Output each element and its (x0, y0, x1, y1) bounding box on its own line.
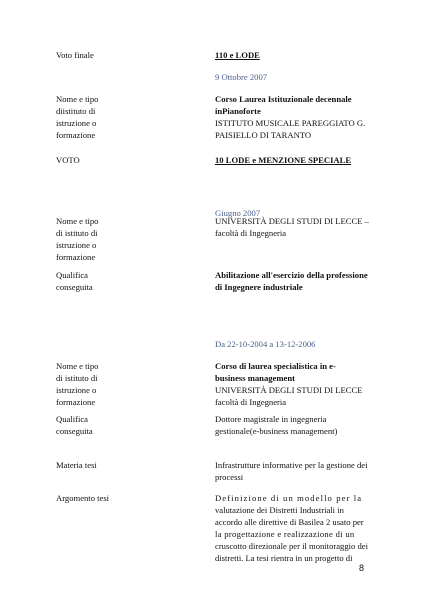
materia-tesi-label: Materia tesi (56, 460, 97, 470)
qualifica-line: di Ingegnere industriale (215, 282, 303, 292)
institution-value-1 (215, 93, 371, 141)
institution-label-2 (56, 215, 176, 263)
course-line: Corso Laurea Istituzionale decennale (215, 94, 352, 104)
label-line: istruzione o (56, 385, 97, 395)
argomento-line: valutazione dei Distretti Industriali in (215, 505, 344, 515)
course-line: business management (215, 373, 295, 383)
label-line: istruzione o (56, 118, 97, 128)
label-line: conseguita (56, 426, 93, 436)
page-number: 8 (359, 563, 365, 573)
institution-label-1 (56, 93, 176, 141)
tesi-line: Infrastrutture informative per la gestione dei (215, 460, 368, 470)
qualifica-line: Dottore magistrale in ingegneria (215, 414, 327, 424)
label-line: Nome e tipo (56, 94, 99, 104)
voto-finale-label: Voto finale (56, 50, 94, 60)
date-entry-2: Giugno 2007 (215, 208, 261, 218)
date-entry-3: Da 22-10-2004 a 13-12-2006 (215, 339, 316, 349)
argomento-line: Definizione di un modello per la (215, 493, 363, 503)
argomento-line: distretti. La tesi rientra in un progetto di (215, 553, 353, 563)
label-line: Nome e tipo (56, 216, 99, 226)
label-line: conseguita (56, 282, 93, 292)
institution-line: facoltà di Ingegneria (215, 228, 287, 238)
qualifica-value-2 (215, 413, 371, 437)
institution-line: ISTITUTO MUSICALE PAREGGIATO G. (215, 118, 366, 128)
voto-value: 10 LODE e MENZIONE SPECIALE (215, 155, 352, 165)
label-line: formazione (56, 252, 96, 262)
materia-tesi-value (215, 459, 375, 483)
argomento-line: cruscotto direzionale per il monitoraggio dei (215, 541, 368, 551)
course-line: Corso di laurea specialistica in e- (215, 361, 336, 371)
institution-line: PAISIELLO DI TARANTO (215, 130, 312, 140)
label-line: diistituto di (56, 106, 96, 116)
qualifica-label-2 (56, 413, 176, 437)
argomento-line: accordo alle direttive di Basilea 2 usato per (215, 517, 364, 527)
label-line: formazione (56, 397, 96, 407)
label-line: Qualifica (56, 414, 88, 424)
label-line: istruzione o (56, 240, 97, 250)
label-line: Qualifica (56, 270, 88, 280)
tesi-line: processi (215, 472, 244, 482)
voto-finale-value: 110 e LODE (215, 50, 260, 60)
qualifica-line: Abilitazione all'esercizio della professione (215, 270, 368, 280)
label-line: di istituto di (56, 228, 98, 238)
label-line: formazione (56, 130, 96, 140)
course-line: inPianoforte (215, 106, 261, 116)
argomento-tesi-label: Argomento tesi (56, 493, 110, 503)
voto-label: VOTO (56, 155, 80, 165)
institution-value-2 (215, 215, 371, 239)
argomento-tesi-value (215, 492, 375, 564)
institution-line: facoltà di Ingegneria (215, 397, 287, 407)
institution-value-3 (215, 360, 371, 408)
qualifica-label-1 (56, 269, 176, 293)
institution-line: UNIVERSITÀ DEGLI STUDI DI LECCE – (215, 216, 369, 226)
institution-label-3 (56, 360, 176, 408)
label-line: Nome e tipo (56, 361, 99, 371)
qualifica-line: gestionale(e-business management) (215, 426, 338, 436)
institution-line: UNIVERSITÀ DEGLI STUDI DI LECCE (215, 385, 363, 395)
date-entry-1: 9 Ottobre 2007 (215, 72, 268, 82)
label-line: di istituto di (56, 373, 98, 383)
argomento-line: la progettazione e realizzazione di un (215, 529, 355, 539)
qualifica-value-1 (215, 269, 385, 293)
